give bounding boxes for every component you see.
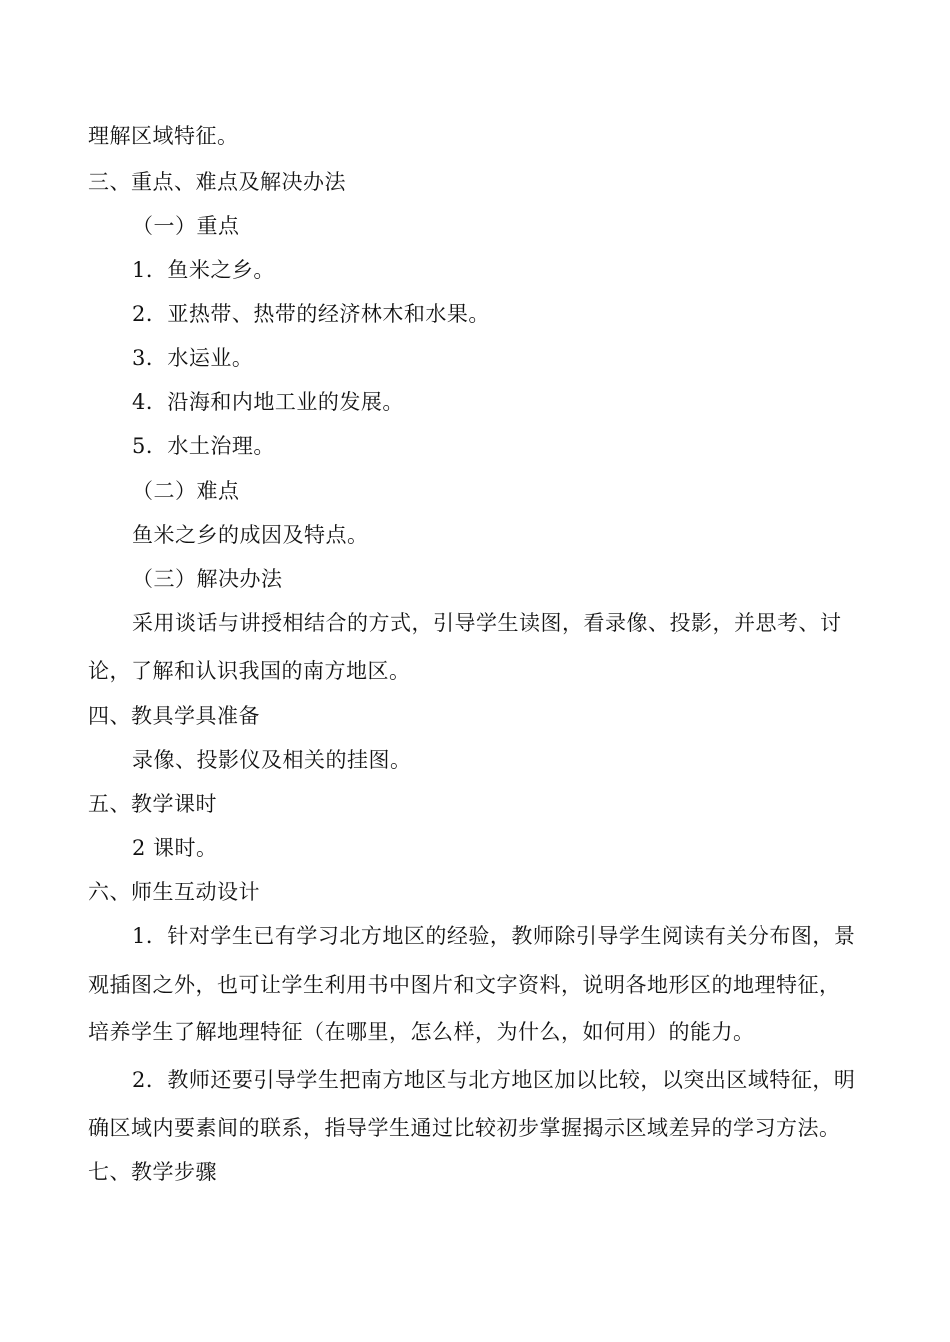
- body-text-line: 2 课时。: [132, 836, 218, 860]
- paragraph-line: 论，了解和认识我国的南方地区。: [88, 659, 411, 683]
- paragraph-line: 2．教师还要引导学生把南方地区与北方地区加以比较，以突出区域特征，明: [132, 1068, 856, 1092]
- subsection-heading: （二）难点: [132, 479, 240, 503]
- list-item: 2．亚热带、热带的经济林木和水果。: [132, 302, 490, 326]
- paragraph-line: 观插图之外，也可让学生利用书中图片和文字资料，说明各地形区的地理特征，: [88, 973, 841, 997]
- list-item: 1．鱼米之乡。: [132, 258, 275, 282]
- body-text-line: 理解区域特征。: [88, 124, 239, 148]
- paragraph-line: 确区域内要素间的联系，指导学生通过比较初步掌握揭示区域差异的学习方法。: [88, 1116, 841, 1140]
- section-heading: 四、教具学具准备: [88, 704, 260, 728]
- section-heading: 五、教学课时: [88, 792, 217, 816]
- subsection-heading: （一）重点: [132, 214, 240, 238]
- list-item: 3．水运业。: [132, 346, 254, 370]
- section-heading: 六、师生互动设计: [88, 880, 260, 904]
- body-text-line: 录像、投影仪及相关的挂图。: [132, 748, 412, 772]
- section-heading: 三、重点、难点及解决办法: [88, 170, 346, 194]
- paragraph-line: 1．针对学生已有学习北方地区的经验，教师除引导学生阅读有关分布图，景: [132, 924, 856, 948]
- body-text-line: 鱼米之乡的成因及特点。: [132, 523, 369, 547]
- paragraph-line: 培养学生了解地理特征（在哪里，怎么样，为什么，如何用）的能力。: [88, 1020, 755, 1044]
- subsection-heading: （三）解决办法: [132, 567, 283, 591]
- list-item: 4．沿海和内地工业的发展。: [132, 390, 404, 414]
- section-heading: 七、教学步骤: [88, 1160, 217, 1184]
- list-item: 5．水土治理。: [132, 434, 275, 458]
- paragraph-line: 采用谈话与讲授相结合的方式，引导学生读图，看录像、投影，并思考、讨: [132, 611, 842, 635]
